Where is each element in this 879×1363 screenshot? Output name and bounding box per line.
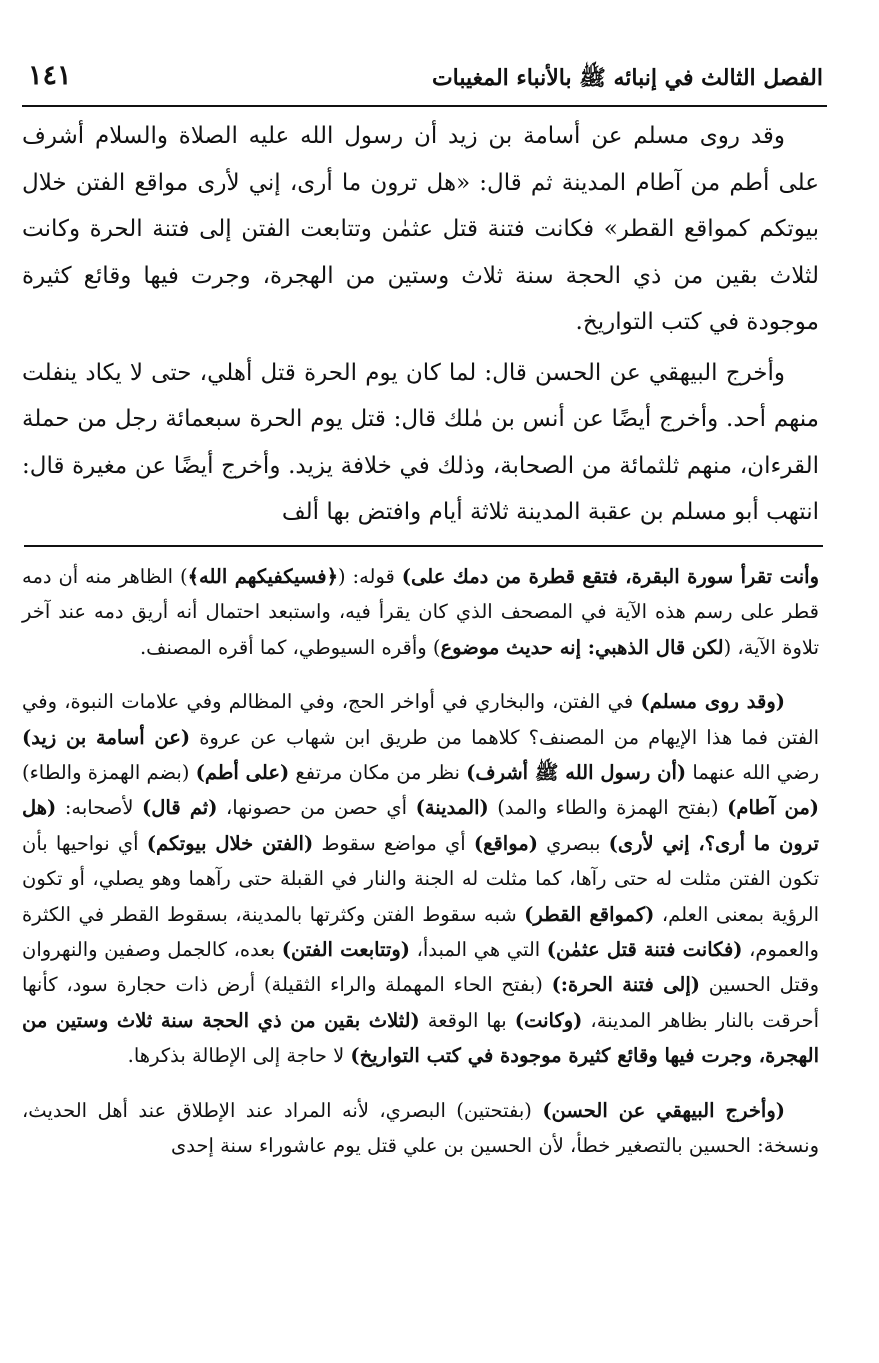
- commentary-text: ببصري: [537, 831, 609, 855]
- main-paragraph-2: وأخرج البيهقي عن الحسن قال: لما كان يوم الحرة قتل أهلي، حتى لا يكاد ينفلت منهم أحد. وأخرج أيضًا عن أنس بن مٰلك قال: قتل يوم الحرة سبعمائة رجل من حملة القرءان، منهم ثلثمائة من الصحابة، وذلك في خلافة يزيد. وأخرج أيضًا عن مغيرة قال: انتهب أبو مسلم بن عقبة المدينة ثلاثة أيام وافتض بها ألف: [22, 359, 819, 525]
- commentary-text: شبه سقوط الفتن وكثرتها بالمدينة، بسقوط القطر في الكثرة والعموم،: [22, 902, 819, 962]
- bold-quote: (وتتابعت الفتن): [281, 938, 411, 962]
- commentary-text: ) وأقره السيوطي، كما أقره المصنف.: [139, 635, 441, 659]
- bold-quote: ﴿فسيكفيكهم الله﴾: [187, 565, 339, 588]
- running-header: [28, 58, 823, 98]
- bold-quote: (هل ترون ما أرى؟، إني لأرى): [22, 796, 819, 855]
- bold-quote: (الفتن خلال بيوتكم): [146, 831, 314, 855]
- commentary-text: (بضم الهمزة والطاء): [22, 761, 196, 785]
- bold-quote: (من آطام): [727, 796, 819, 820]
- bold-quote: (عن أسامة بن زيد): [22, 725, 191, 749]
- chapter-title: الفصل الثالث في إنبائه ﷺ بالأنباء المغيبات: [431, 65, 823, 91]
- bold-quote: (إلى فتنة الحرة:): [551, 973, 701, 997]
- bold-quote: (مواقع): [473, 831, 538, 855]
- bold-quote: لكن قال الذهبي: إنه حديث موضوع: [440, 635, 724, 659]
- commentary-text: رضي الله عنهما: [686, 761, 819, 785]
- commentary-text: بعده، كالجمل وصفين والنهروان وقتل الحسين: [22, 938, 820, 997]
- commentary-paragraph-3: [22, 1093, 819, 1164]
- commentary-text: (بفتح الحاء المهملة والراء الثقيلة) أرض ذات حجارة سود، كأنها أحرقت بالنار بظاهر المدينة،: [22, 973, 819, 1032]
- bold-quote: (وقد روى مسلم): [640, 690, 786, 714]
- commentary-paragraph-1: [22, 559, 819, 665]
- commentary-text: أي نواحيها بأن تكون الفتن مثلت له حتى رآها، كما مثلت له الجنة والنار في القبلة حتى رآهما وهو يصلي، أو تكون الرؤية بمعنى العلم،: [22, 831, 819, 926]
- commentary-text: نظر من مكان مرتفع: [289, 761, 467, 785]
- bold-quote: وأنت تقرأ سورة البقرة، فتقع قطرة من دمك على): [401, 565, 819, 588]
- commentary-text: (بفتحتين) البصري، لأنه المراد عند الإطلاق عند أهل الحديث، ونسخة: الحسين بالتصغير خطأ، لأن الحسين بن علي قتل يوم عاشوراء سنة إحدى: [22, 1098, 819, 1158]
- commentary-text: في الفتن، والبخاري في أواخر الحج، وفي المظالم وفي علامات النبوة، وفي الفتن فما هذا الإيهام من المصنف؟ كلاهما من طريق ابن شهاب عن عروة: [22, 690, 819, 749]
- commentary-text: ) الظاهر منه أن دمه قطر على رسم هذه الآية في المصحف الذي كان يقرأ فيه، واستبعد احتمال أنه أريق دمه عند آخر تلاوة الآية، (: [22, 565, 819, 659]
- main-text: [22, 113, 819, 536]
- commentary-text: لأصحابه:: [56, 796, 143, 820]
- commentary-text: لا حاجة إلى الإطالة بذكرها.: [127, 1044, 351, 1068]
- bold-quote: (وأخرج البيهقي عن الحسن): [542, 1098, 785, 1122]
- bold-quote: (لثلاث بقين من ذي الحجة سنة ثلاث وستين من الهجرة، وجرت فيها وقائع كثيرة موجودة في كتب التواريخ): [22, 1008, 819, 1068]
- header-rule: [22, 105, 827, 107]
- commentary-text: (بفتح الهمزة والطاء والمد): [488, 796, 728, 820]
- bold-quote: (فكانت فتنة قتل عثمٰن): [546, 938, 743, 962]
- commentary-paragraph-2: [22, 684, 819, 1073]
- main-paragraph-1: وقد روى مسلم عن أسامة بن زيد أن رسول الله عليه الصلاة والسلام أشرف على أطم من آطام المدينة ثم قال: «هل ترون ما أرى، إني لأرى مواقع الفتن خلال بيوتكم كمواقع القطر» فكانت فتنة قتل عثمٰن وتتابعت الفتن إلى فتنة الحرة وكانت لثلاث بقين من ذي الحجة سنة ثلاث وستين من الهجرة، وجرت فيها وقائع كثيرة موجودة في كتب التواريخ.: [22, 123, 819, 335]
- bold-quote: (وكانت): [514, 1008, 583, 1032]
- commentary-text: بها الوقعة: [419, 1008, 515, 1032]
- commentary-text: قوله: (: [338, 565, 402, 588]
- bold-quote: (ثم قال): [142, 796, 218, 820]
- bold-quote: (المدينة): [415, 796, 489, 820]
- bold-quote: (أن رسول الله ﷺ أشرف): [466, 761, 687, 785]
- commentary-text: أي حصن من حصونها،: [217, 796, 416, 820]
- bold-quote: (كمواقع القطر): [524, 902, 655, 926]
- commentary-text: أي مواضع سقوط: [313, 831, 474, 855]
- page-number: ١٤١: [28, 60, 72, 91]
- bold-quote: (على أطم): [195, 761, 290, 785]
- commentary-section: [22, 559, 819, 1164]
- footnote-separator: [24, 545, 823, 547]
- commentary-text: التي هي المبدأ،: [410, 938, 547, 962]
